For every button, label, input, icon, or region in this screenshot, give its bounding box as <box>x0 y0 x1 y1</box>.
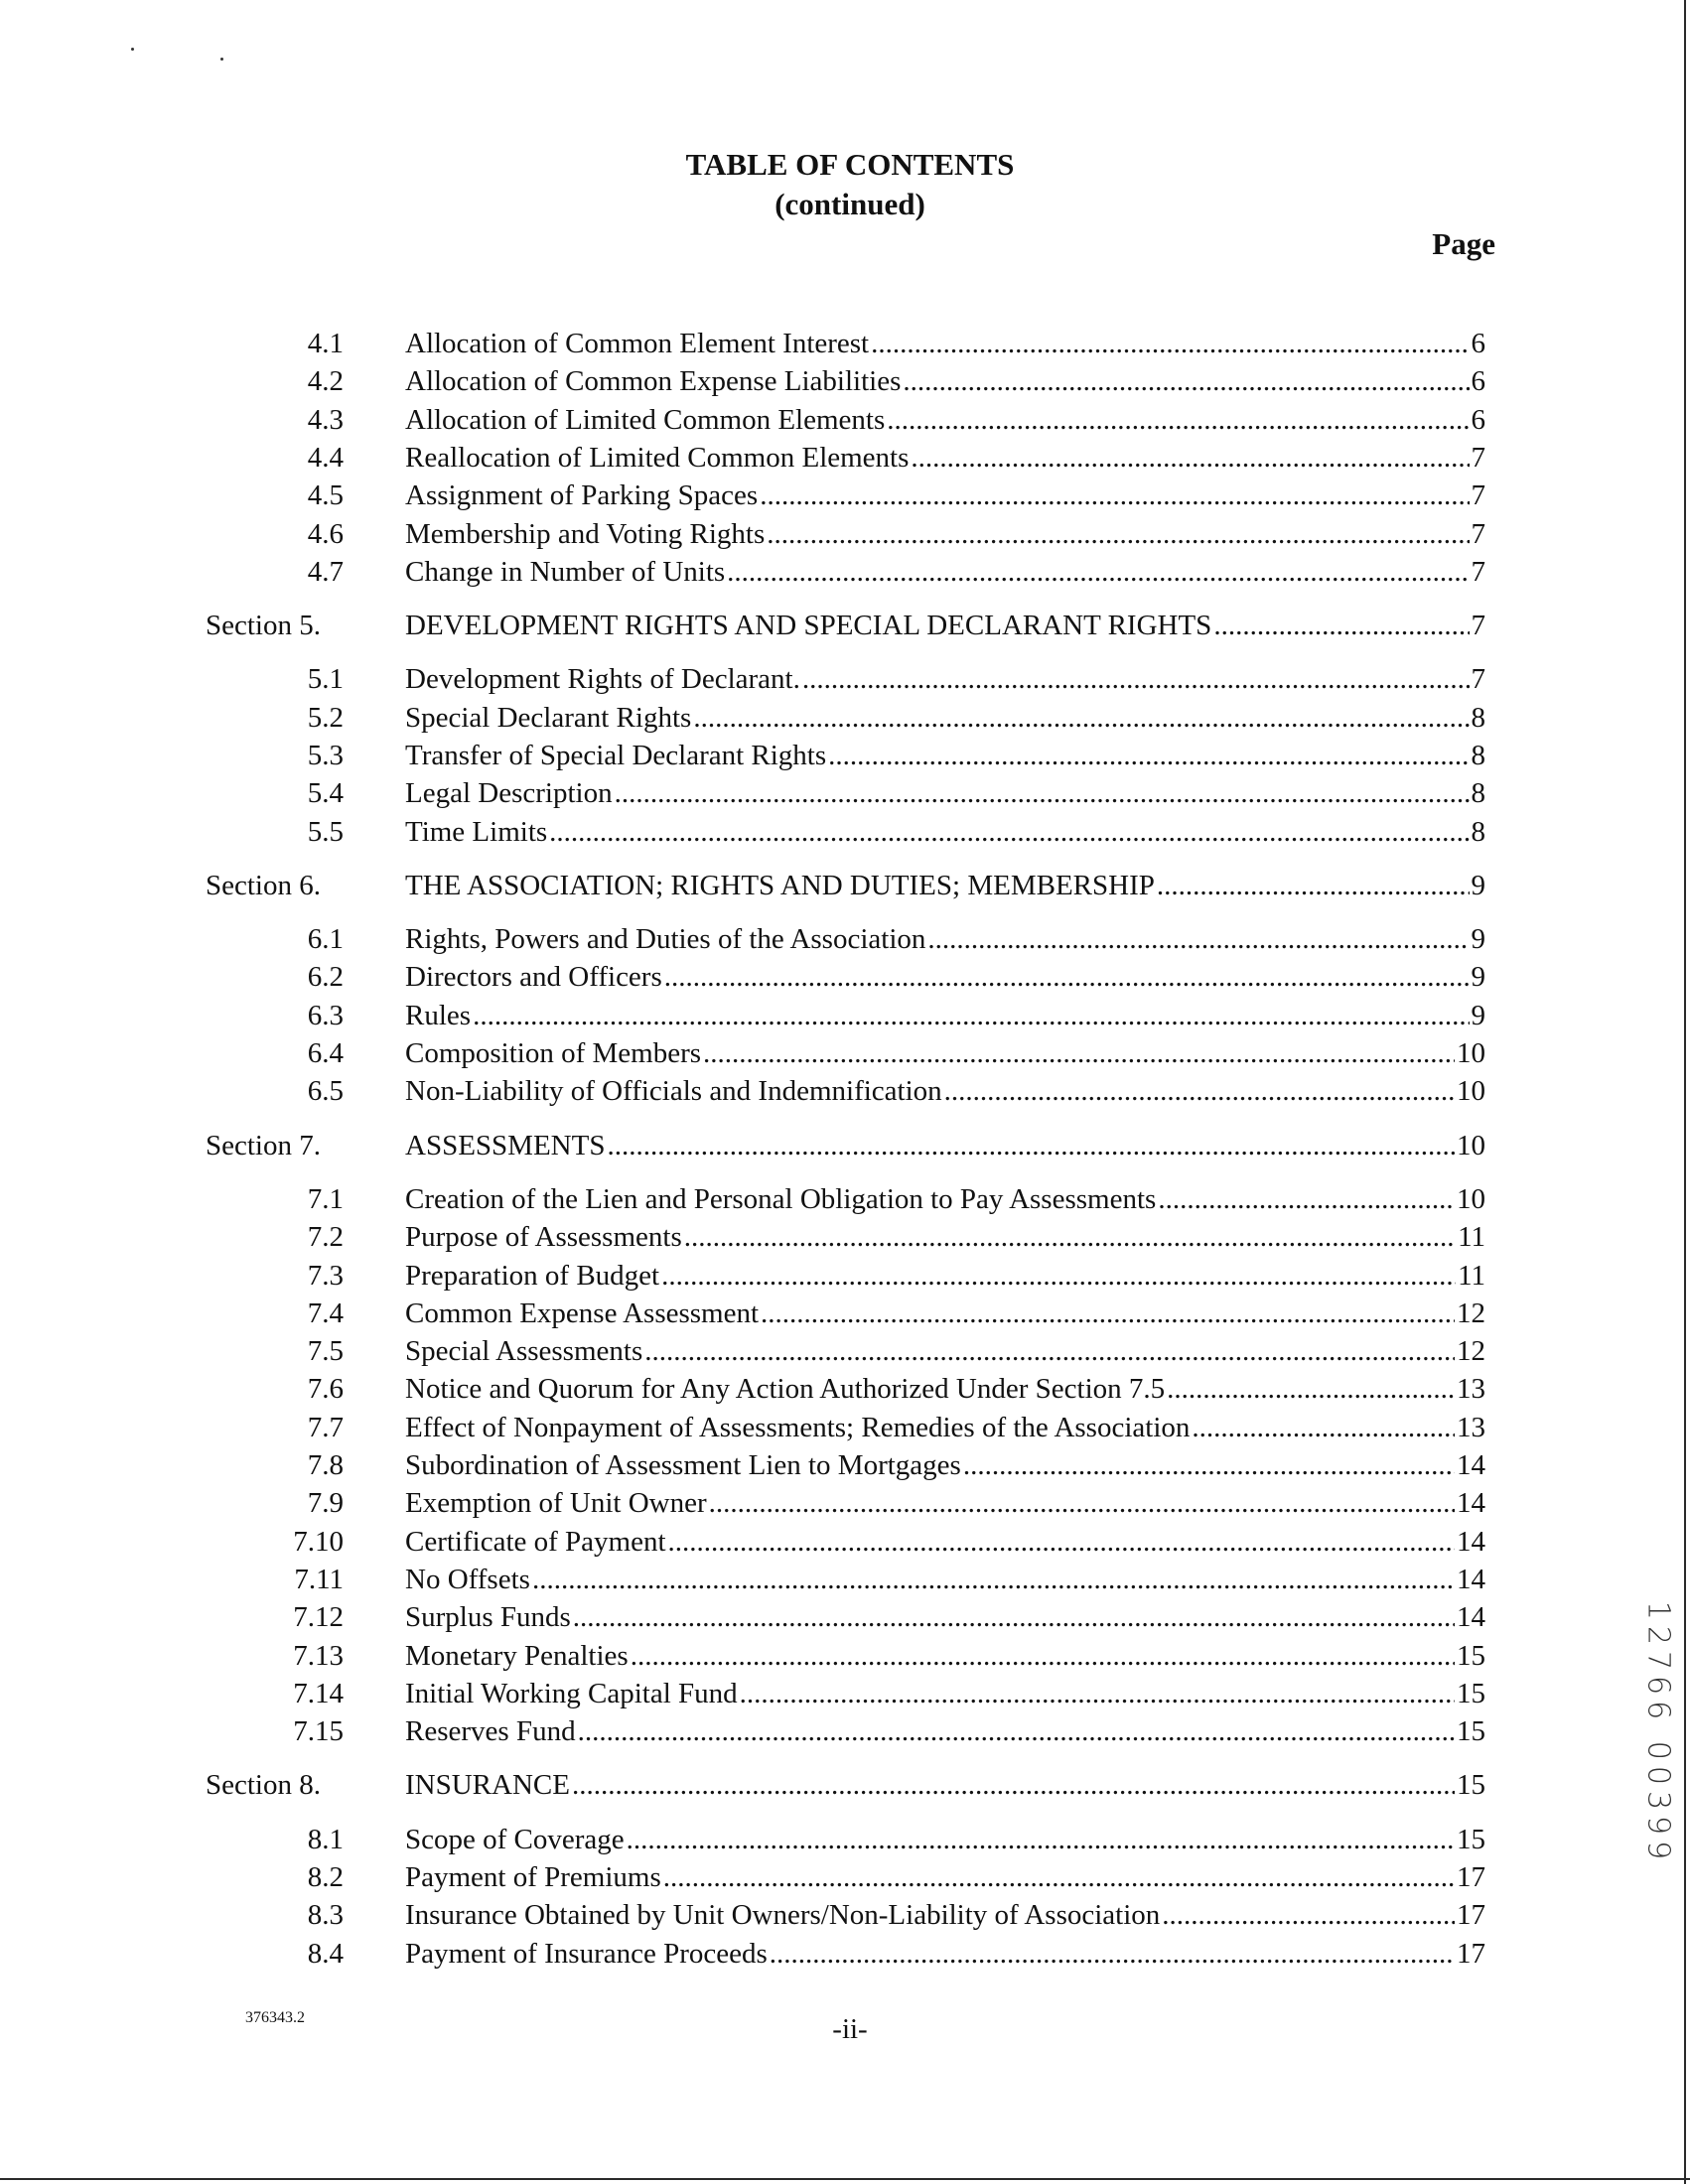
toc-row <box>0 1712 1690 1750</box>
toc-page-number: 10 <box>1457 1183 1485 1215</box>
toc-row <box>0 325 1690 362</box>
toc-entry <box>405 515 1485 553</box>
toc-entry-number: 4.4 <box>307 442 344 474</box>
toc-entry-number: 7.9 <box>307 1487 344 1519</box>
toc-entry <box>405 774 1485 812</box>
toc-entry <box>405 920 1485 958</box>
toc-entry-title: Special Assessments <box>405 1335 643 1367</box>
toc-entry-title: Creation of the Lien and Personal Obligation to Pay Assessments <box>405 1183 1157 1215</box>
toc-entry-number: 7.8 <box>307 1449 344 1481</box>
toc-entry <box>405 1332 1485 1370</box>
toc-row <box>0 997 1690 1034</box>
toc-entry-title: Legal Description <box>405 777 613 809</box>
dot-leader <box>578 1712 1455 1750</box>
toc-entry-title: Membership and Voting Rights <box>405 518 766 550</box>
toc-row <box>0 1332 1690 1370</box>
dot-leader <box>927 920 1469 958</box>
toc-entry-number: 4.3 <box>307 404 344 436</box>
toc-entry-title: Preparation of Budget <box>405 1260 660 1292</box>
toc-page-number: 6 <box>1471 328 1485 359</box>
toc-page-number: 8 <box>1471 777 1485 809</box>
dot-leader <box>963 1446 1455 1484</box>
toc-entry <box>405 699 1485 737</box>
toc-entry <box>405 1896 1485 1934</box>
dot-leader <box>1167 1370 1455 1408</box>
toc-entry-number: 5.1 <box>307 663 344 695</box>
dot-leader <box>1162 1896 1455 1934</box>
dot-leader <box>767 515 1469 553</box>
toc-entry-title: Surplus Funds <box>405 1601 571 1633</box>
dot-leader <box>703 1034 1455 1072</box>
dot-leader <box>740 1675 1455 1712</box>
toc-page-number: 12 <box>1457 1297 1485 1329</box>
toc-entry <box>405 1072 1485 1110</box>
toc-page-number: 15 <box>1457 1824 1485 1855</box>
toc-entry <box>405 1821 1485 1858</box>
toc-entry-number: 4.6 <box>307 518 344 550</box>
toc-page-number: 14 <box>1457 1526 1485 1558</box>
toc-entry <box>405 813 1485 851</box>
toc-page-number: 14 <box>1457 1601 1485 1633</box>
toc-section-number: Section 6. <box>206 870 321 901</box>
toc-entry <box>405 737 1485 774</box>
toc-row <box>0 1598 1690 1636</box>
toc-page-number: 11 <box>1458 1221 1485 1253</box>
toc-entry <box>405 1218 1485 1256</box>
toc-page-number: 9 <box>1471 961 1485 993</box>
scan-speck <box>220 58 223 61</box>
toc-entry-title: Allocation of Limited Common Elements <box>405 404 886 436</box>
scan-speck <box>131 48 134 51</box>
dot-leader <box>871 325 1469 362</box>
toc-page-number: 13 <box>1457 1412 1485 1443</box>
toc-entry-title: Subordination of Assessment Lien to Mortgages <box>405 1449 961 1481</box>
toc-page-number: 9 <box>1471 1000 1485 1031</box>
toc-page-number: 14 <box>1457 1487 1485 1519</box>
toc-entry-title: Scope of Coverage <box>405 1824 625 1855</box>
toc-row <box>0 660 1690 698</box>
toc-section-number: Section 8. <box>206 1769 321 1801</box>
toc-row <box>0 774 1690 812</box>
dot-leader <box>549 813 1469 851</box>
toc-entry-number: 8.2 <box>307 1861 344 1893</box>
toc-row <box>0 1034 1690 1072</box>
toc-page-number: 9 <box>1471 923 1485 955</box>
toc-page-number: 14 <box>1457 1564 1485 1595</box>
toc-row <box>0 1218 1690 1256</box>
dot-leader <box>828 737 1469 774</box>
toc-title: TABLE OF CONTENTS <box>685 147 1015 182</box>
toc-entry-number: 7.2 <box>307 1221 344 1253</box>
toc-row <box>0 1523 1690 1561</box>
side-stamp-text: 12766 00399 <box>1640 1600 1676 1866</box>
dot-leader <box>661 1257 1456 1295</box>
toc-row <box>0 1675 1690 1712</box>
toc-entry <box>405 1180 1485 1218</box>
dot-leader <box>709 1484 1455 1522</box>
toc-entry <box>405 1034 1485 1072</box>
toc-entry-title: Time Limits <box>405 816 548 848</box>
toc-section-row <box>0 1127 1690 1164</box>
toc-entry <box>405 1712 1485 1750</box>
toc-row <box>0 1370 1690 1408</box>
toc-entry <box>405 1484 1485 1522</box>
toc-entry <box>405 1370 1485 1408</box>
dot-leader <box>903 362 1469 400</box>
toc-entry-number: 7.14 <box>293 1678 344 1709</box>
toc-row <box>0 1257 1690 1295</box>
dot-leader <box>684 1218 1456 1256</box>
toc-entry-title: Change in Number of Units <box>405 556 726 588</box>
toc-row <box>0 1935 1690 1973</box>
toc-entry-number: 7.13 <box>293 1640 344 1672</box>
toc-entry-number: 7.6 <box>307 1373 344 1405</box>
toc-page-number: 6 <box>1471 404 1485 436</box>
toc-page-number: 17 <box>1457 1861 1485 1893</box>
toc-entry <box>405 1766 1485 1804</box>
toc-page-number: 15 <box>1457 1640 1485 1672</box>
toc-entry-title: Rights, Powers and Duties of the Association <box>405 923 926 955</box>
scan-edge-bottom <box>0 2178 1690 2180</box>
toc-page-number: 10 <box>1457 1130 1485 1161</box>
toc-row <box>0 1295 1690 1332</box>
toc-entry-title: Notice and Quorum for Any Action Authorized Under Section 7.5 <box>405 1373 1166 1405</box>
toc-entry <box>405 1127 1485 1164</box>
toc-entry-title: Transfer of Special Declarant Rights <box>405 740 827 771</box>
toc-entry <box>405 1598 1485 1636</box>
toc-entry <box>405 401 1485 439</box>
side-stamp <box>1638 1594 1678 1872</box>
dot-leader <box>663 1858 1455 1896</box>
toc-row <box>0 553 1690 591</box>
toc-entry-number: 7.12 <box>293 1601 344 1633</box>
toc-entry-title: Exemption of Unit Owner <box>405 1487 707 1519</box>
toc-entry-title: No Offsets <box>405 1564 530 1595</box>
toc-entry <box>405 607 1485 644</box>
toc-row <box>0 1446 1690 1484</box>
toc-entry-title: Payment of Insurance Proceeds <box>405 1938 768 1970</box>
dot-leader <box>727 553 1469 591</box>
toc-entry-number: 7.4 <box>307 1297 344 1329</box>
dot-leader <box>615 774 1470 812</box>
toc-row <box>0 737 1690 774</box>
page-number: -ii- <box>832 2013 868 2045</box>
toc-entry <box>405 867 1485 904</box>
toc-entry <box>405 1523 1485 1561</box>
toc-entry-title: Effect of Nonpayment of Assessments; Remedies of the Association <box>405 1412 1191 1443</box>
dot-leader <box>668 1523 1455 1561</box>
toc-row <box>0 699 1690 737</box>
toc-section-row <box>0 1766 1690 1804</box>
toc-page-number: 14 <box>1457 1449 1485 1481</box>
toc-row <box>0 515 1690 553</box>
toc-entry-title: Allocation of Common Element Interest <box>405 328 870 359</box>
toc-row <box>0 1072 1690 1110</box>
dot-leader <box>770 1935 1455 1973</box>
toc-row <box>0 362 1690 400</box>
toc-entry-number: 6.4 <box>307 1037 344 1069</box>
dot-leader <box>1157 867 1470 904</box>
toc-entry-number: 4.7 <box>307 556 344 588</box>
toc-row <box>0 920 1690 958</box>
toc-page-number: 13 <box>1457 1373 1485 1405</box>
toc-entry-number: 7.7 <box>307 1412 344 1443</box>
toc-row <box>0 401 1690 439</box>
toc-entry-title: Reserves Fund <box>405 1715 576 1747</box>
dot-leader <box>607 1127 1455 1164</box>
toc-section-number: Section 5. <box>206 610 321 641</box>
toc-subtitle: (continued) <box>775 187 925 221</box>
dot-leader <box>802 660 1470 698</box>
toc-entry-title: Payment of Premiums <box>405 1861 661 1893</box>
toc-entry-title: Monetary Penalties <box>405 1640 629 1672</box>
toc-page-number: 17 <box>1457 1938 1485 1970</box>
toc-entry-title: Directors and Officers <box>405 961 662 993</box>
toc-section-title: ASSESSMENTS <box>405 1130 606 1161</box>
toc-section-row <box>0 867 1690 904</box>
toc-row <box>0 1561 1690 1598</box>
toc-section-number: Section 7. <box>206 1130 321 1161</box>
toc-entry-title: Certificate of Payment <box>405 1526 666 1558</box>
toc-row <box>0 813 1690 851</box>
toc-entry <box>405 1675 1485 1712</box>
toc-entry-number: 7.3 <box>307 1260 344 1292</box>
toc-entry-title: Composition of Members <box>405 1037 702 1069</box>
toc-entry <box>405 660 1485 698</box>
toc-entry-number: 7.15 <box>293 1715 344 1747</box>
toc-row <box>0 958 1690 996</box>
toc-entry <box>405 997 1485 1034</box>
toc-entry-title: Common Expense Assessment <box>405 1297 760 1329</box>
toc-row <box>0 1484 1690 1522</box>
dot-leader <box>572 1766 1455 1804</box>
toc-section-title: THE ASSOCIATION; RIGHTS AND DUTIES; MEMBERSHIP <box>405 870 1155 901</box>
toc-entry-number: 6.2 <box>307 961 344 993</box>
toc-entry <box>405 553 1485 591</box>
toc-row <box>0 1858 1690 1896</box>
toc-entry-number: 8.1 <box>307 1824 344 1855</box>
toc-page-number: 7 <box>1471 479 1485 511</box>
toc-row <box>0 477 1690 514</box>
dot-leader <box>664 958 1470 996</box>
toc-entry-title: Allocation of Common Expense Liabilities <box>405 365 902 397</box>
toc-entry-number: 4.2 <box>307 365 344 397</box>
dot-leader <box>911 439 1469 477</box>
toc-entry-number: 8.3 <box>307 1899 344 1931</box>
toc-entry <box>405 958 1485 996</box>
toc-entry-title: Reallocation of Limited Common Elements <box>405 442 910 474</box>
toc-entry <box>405 362 1485 400</box>
toc-entry-number: 7.10 <box>293 1526 344 1558</box>
toc-entry <box>405 1637 1485 1675</box>
toc-entry <box>405 477 1485 514</box>
toc-section-title: DEVELOPMENT RIGHTS AND SPECIAL DECLARANT RIGHTS <box>405 610 1212 641</box>
toc-row <box>0 1821 1690 1858</box>
toc-page-number: 8 <box>1471 816 1485 848</box>
toc-row <box>0 1409 1690 1446</box>
toc-page-number: 7 <box>1471 663 1485 695</box>
toc-entry-title: Non-Liability of Officials and Indemnification <box>405 1075 942 1107</box>
toc-entry <box>405 325 1485 362</box>
toc-entry-number: 6.5 <box>307 1075 344 1107</box>
dot-leader <box>644 1332 1455 1370</box>
dot-leader <box>1192 1409 1455 1446</box>
toc-entry-title: Development Rights of Declarant. <box>405 663 800 695</box>
toc-entry-title: Purpose of Assessments <box>405 1221 682 1253</box>
toc-section-title: INSURANCE <box>405 1769 570 1801</box>
dot-leader <box>631 1637 1455 1675</box>
toc-entry-number: 4.1 <box>307 328 344 359</box>
toc-page-number: 6 <box>1471 365 1485 397</box>
page-column-label: Page <box>1432 226 1495 261</box>
toc-entry <box>405 1257 1485 1295</box>
toc-entry <box>405 1935 1485 1973</box>
dot-leader <box>1158 1180 1455 1218</box>
toc-page-number: 11 <box>1458 1260 1485 1292</box>
toc-entry <box>405 1295 1485 1332</box>
toc-entry-number: 5.4 <box>307 777 344 809</box>
toc-entry-number: 5.2 <box>307 702 344 734</box>
toc-page-number: 7 <box>1471 610 1485 641</box>
toc-page-number: 9 <box>1471 870 1485 901</box>
toc-entry-title: Initial Working Capital Fund <box>405 1678 738 1709</box>
toc-page-number: 7 <box>1471 556 1485 588</box>
toc-entry <box>405 1561 1485 1598</box>
toc-page-number: 8 <box>1471 702 1485 734</box>
toc-entry-number: 7.5 <box>307 1335 344 1367</box>
toc-entry <box>405 1409 1485 1446</box>
toc-entry-title: Rules <box>405 1000 472 1031</box>
dot-leader <box>1213 607 1469 644</box>
toc-page-number: 7 <box>1471 442 1485 474</box>
toc-page-number: 12 <box>1457 1335 1485 1367</box>
toc-entry-title: Special Declarant Rights <box>405 702 692 734</box>
toc-entry-number: 4.5 <box>307 479 344 511</box>
toc-row <box>0 1637 1690 1675</box>
toc-entry-number: 7.11 <box>294 1564 344 1595</box>
dot-leader <box>760 477 1469 514</box>
dot-leader <box>887 401 1469 439</box>
toc-row <box>0 1180 1690 1218</box>
toc-entry-number: 5.3 <box>307 740 344 771</box>
toc-entry <box>405 439 1485 477</box>
toc-page-number: 7 <box>1471 518 1485 550</box>
dot-leader <box>532 1561 1455 1598</box>
toc-page-number: 15 <box>1457 1678 1485 1709</box>
toc-page-number: 15 <box>1457 1769 1485 1801</box>
toc-entry-number: 8.4 <box>307 1938 344 1970</box>
dot-leader <box>761 1295 1455 1332</box>
toc-page-number: 15 <box>1457 1715 1485 1747</box>
document-id: 376343.2 <box>245 2009 305 2026</box>
toc-entry-title: Assignment of Parking Spaces <box>405 479 759 511</box>
toc-entry <box>405 1858 1485 1896</box>
toc-page-number: 17 <box>1457 1899 1485 1931</box>
toc-page-number: 8 <box>1471 740 1485 771</box>
toc-entry-number: 5.5 <box>307 816 344 848</box>
toc-entry-number: 6.3 <box>307 1000 344 1031</box>
dot-leader <box>693 699 1469 737</box>
toc-page-number: 10 <box>1457 1037 1485 1069</box>
toc-section-row <box>0 607 1690 644</box>
toc-entry-number: 7.1 <box>307 1183 344 1215</box>
toc-page-number: 10 <box>1457 1075 1485 1107</box>
dot-leader <box>573 1598 1455 1636</box>
dot-leader <box>473 997 1469 1034</box>
toc-row <box>0 1896 1690 1934</box>
toc-row <box>0 439 1690 477</box>
toc-entry-title: Insurance Obtained by Unit Owners/Non-Liability of Association <box>405 1899 1161 1931</box>
toc-entry-number: 6.1 <box>307 923 344 955</box>
toc-entry <box>405 1446 1485 1484</box>
dot-leader <box>944 1072 1455 1110</box>
dot-leader <box>627 1821 1455 1858</box>
